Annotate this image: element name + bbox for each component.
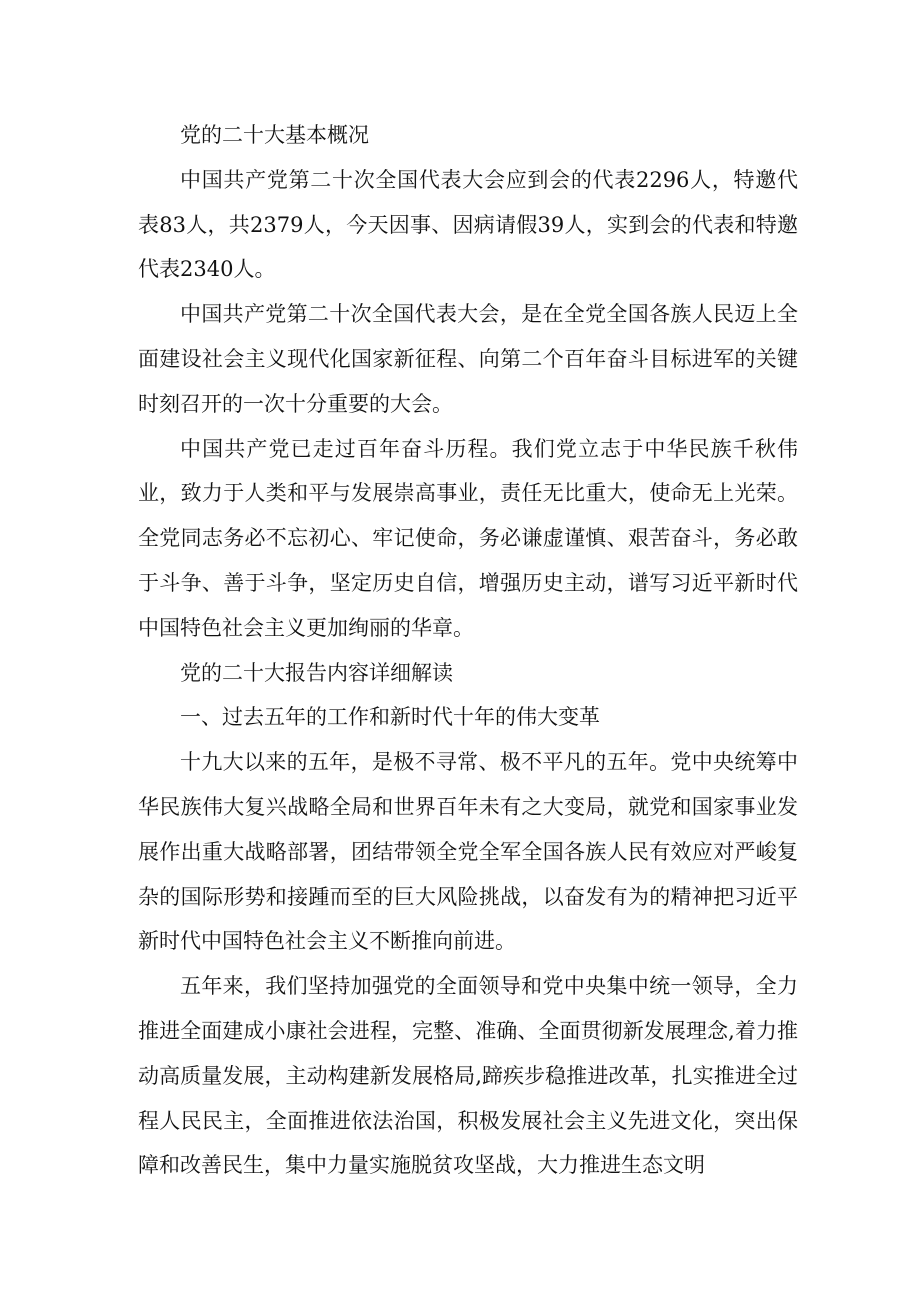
paragraph-attendance: 中国共产党第二十次全国代表大会应到会的代表2296人，特邀代表83人，共2379人，今天因事、因病请假39人，实到会的代表和特邀代表2340人。	[138, 167, 798, 282]
paragraph-congress-significance: 中国共产党第二十次全国代表大会，是在全党全国各族人民迈上全面建设社会主义现代化国家新征程、向第二个百年奋斗目标进军的关键时刻召开的一次十分重要的大会。	[138, 302, 798, 416]
document-body	[138, 113, 798, 1188]
paragraph-heading-overview: 党的二十大基本概况	[180, 123, 369, 147]
paragraph-five-years: 十九大以来的五年，是极不寻常、极不平凡的五年。党中央统筹中华民族伟大复兴战略全局和世界百年未有之大变局，就党和国家事业发展作出重大战略部署，团结带领全党全军全国各族人民有效应对严峻复杂的国际形势和接踵而至的巨大风险挑战，以奋发有为的精神把习近平新时代中国特色社会主义不断推向前进。	[138, 750, 798, 954]
paragraph-achievements: 五年来，我们坚持加强党的全面领导和党中央集中统一领导，全力推进全面建成小康社会进程，完整、准确、全面贯彻新发展理念,着力推动高质量发展，主动构建新发展格局,蹄疾步稳推进改革，扎实推进全过程人民民主，全面推进依法治国，积极发展社会主义先进文化，突出保障和改善民生，集中力量实施脱贫攻坚战，大力推进生态文明	[138, 974, 798, 1178]
paragraph-party-history: 中国共产党已走过百年奋斗历程。我们党立志于中华民族千秋伟业，致力于人类和平与发展崇高事业，责任无比重大，使命无上光荣。全党同志务必不忘初心、牢记使命，务必谦虚谨慎、艰苦奋斗，务必敢于斗争、善于斗争，坚定历史自信，增强历史主动，谱写习近平新时代中国特色社会主义更加绚丽的华章。	[138, 436, 798, 640]
paragraph-section-one-title: 一、过去五年的工作和新时代十年的伟大变革	[180, 705, 600, 730]
paragraph-heading-report: 党的二十大报告内容详细解读	[180, 660, 453, 685]
